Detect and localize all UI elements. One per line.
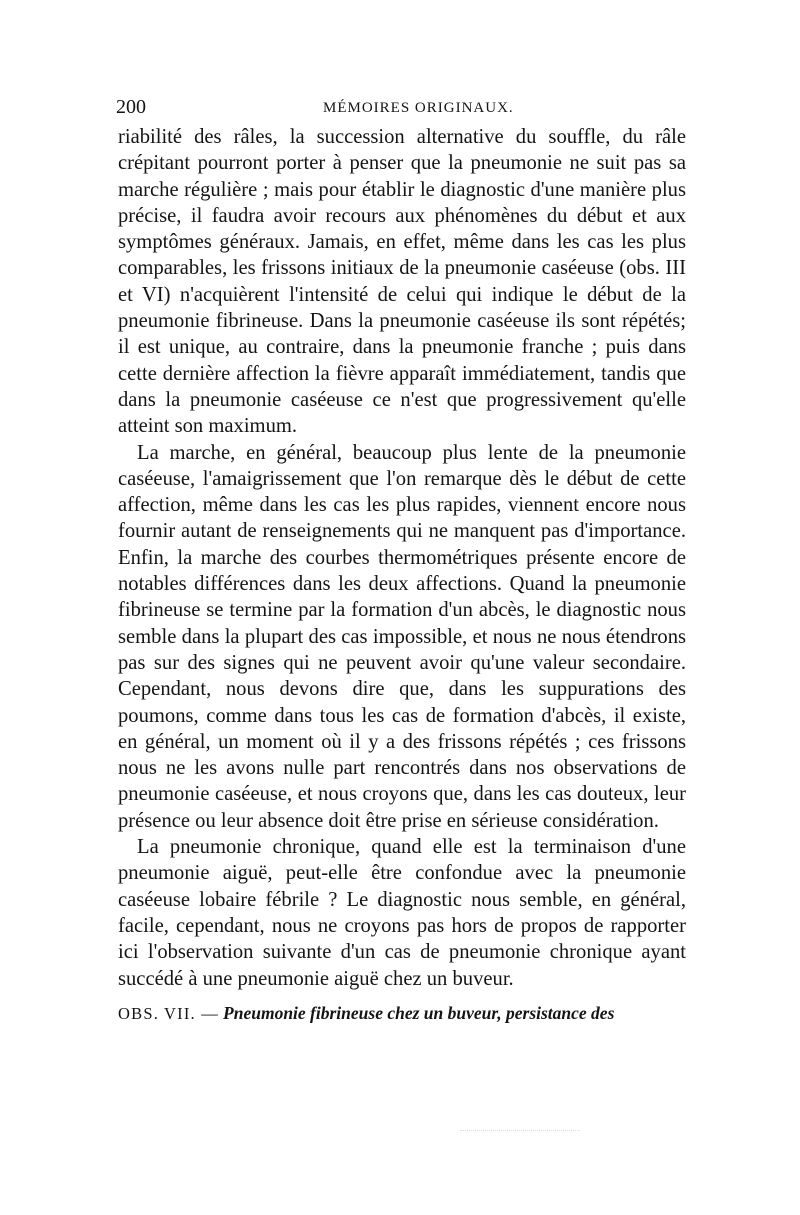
page-number: 200 (116, 96, 146, 118)
observation-heading (118, 1002, 686, 1025)
observation-title: Pneumonie fibrineuse chez un buveur, persistance des (223, 1002, 615, 1023)
page (118, 96, 686, 1025)
body-text (118, 124, 686, 992)
observation-label: OBS. VII. — (118, 1003, 219, 1023)
running-head: MÉMOIRES ORIGINAUX. (323, 100, 514, 116)
page-header (118, 96, 686, 124)
paragraph-continued: riabilité des râles, la succession alternative du souffle, du râle crépitant pourront porter à penser que la pneumonie ne suit pas sa marche régulière ; mais pour établir le diagnostic d'une manière plus précise, il faudra avoir recours aux phénomènes du début et aux symptômes généraux. Jamais, en effet, même dans les cas les plus comparables, les frissons initiaux de la pneumonie caséeuse (obs. III et VI) n'acquièrent l'intensité de celui qui indique le début de la pneumonie fibrineuse. Dans la pneumonie caséeuse ils sont répétés; il est unique, au contraire, dans la pneumonie franche ; puis dans cette dernière affection la fièvre apparaît immédiatement, tandis que dans la pneumonie caséeuse ce n'est que progressivement qu'elle atteint son maximum. (118, 126, 686, 438)
paragraph-marche: La marche, en général, beaucoup plus lente de la pneumonie caséeuse, l'amaigrissement que l'on remarque dès le début de cette affection, même dans les cas les plus rapides, viennent encore nous fournir autant de renseignements qui ne manquent pas d'importance. Enfin, la marche des courbes thermométriques présente encore de notables différences dans les deux affections. Quand la pneumonie fibrineuse se termine par la formation d'un abcès, le diagnostic nous semble dans la plupart des cas impossible, et nous ne nous étendrons pas sur des signes qui ne peuvent avoir qu'une valeur secondaire. Cependant, nous devons dire que, dans les suppurations des poumons, comme dans tous les cas de formation d'abcès, il existe, en général, un moment où il y a des frissons répétés ; ces frissons nous ne les avons nulle part rencontrés dans nos observations de pneumonie caséeuse, et nous croyons que, dans les cas douteux, leur présence ou leur absence doit être prise en sérieuse considération. (118, 441, 686, 832)
paragraph-pneumonie-chronique: La pneumonie chronique, quand elle est la terminaison d'une pneumonie aiguë, peut-elle être confondue avec la pneumonie caséeuse lobaire fébrile ? Le diagnostic nous semble, en général, facile, cependant, nous ne croyons pas hors de propos de rapporter ici l'observation suivante d'un cas de pneumonie chronique ayant succédé à une pneumonie aiguë chez un buveur. (118, 836, 686, 990)
show-through-trace (460, 1130, 580, 1133)
